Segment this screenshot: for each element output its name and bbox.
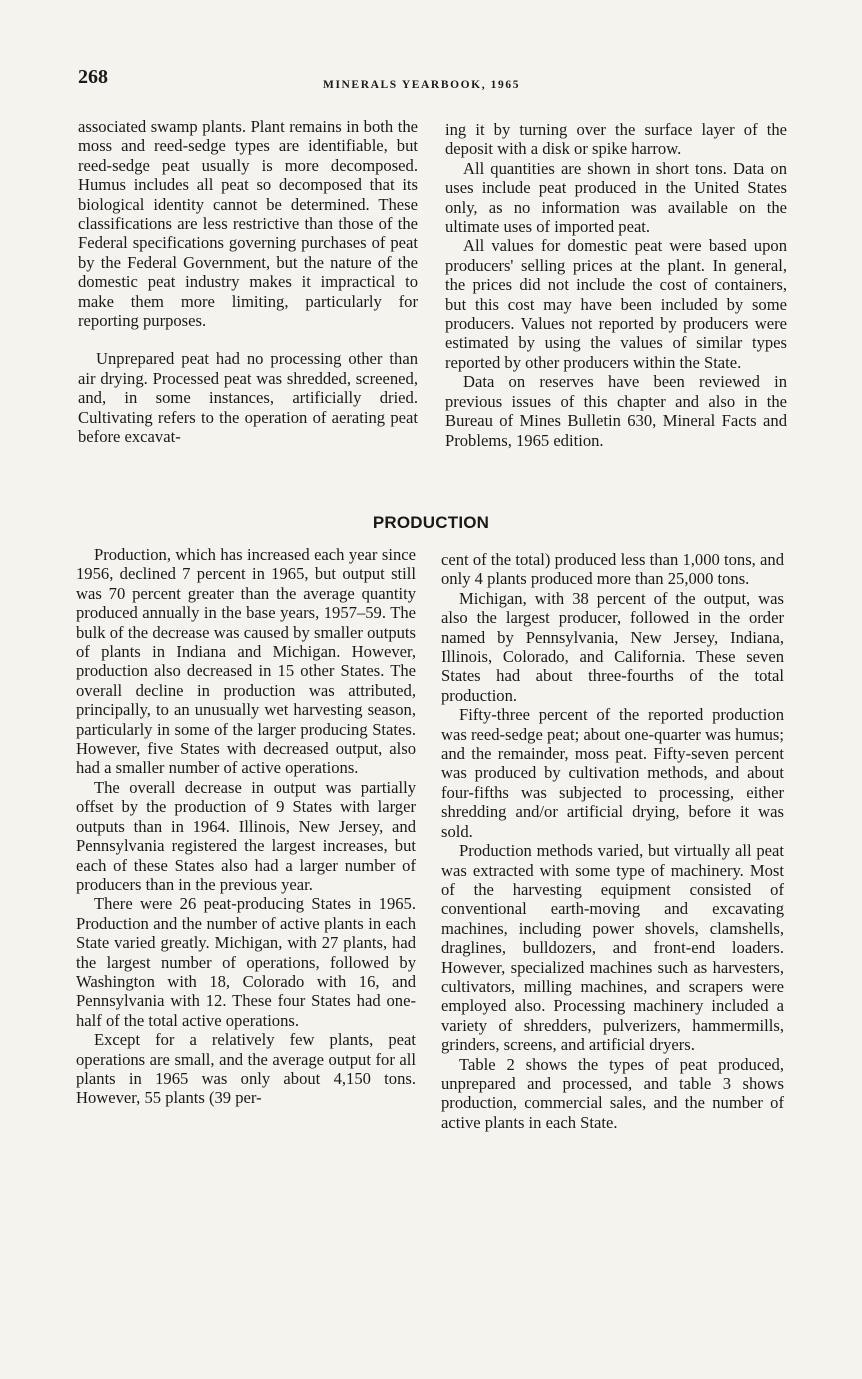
paragraph: Table 2 shows the types of peat produced, unprepared and processed, and table 3 shows production, commercial sales, and the number of active plants in each State. xyxy=(441,1054,784,1132)
paragraph: Unprepared peat had no processing other than air drying. Processed peat was shredded, screened, and, in some instances, artificially dried. Cultivating refers to the operation of aerating peat before excavat- xyxy=(78,349,418,447)
intro-left-column xyxy=(78,117,418,447)
paragraph: Michigan, with 38 percent of the output, was also the largest producer, followed in the order named by Pennsylvania, New Jersey, Indiana, Illinois, Colorado, and California. These seven States had about three-fourths of the total production. xyxy=(441,588,784,705)
page-number: 268 xyxy=(78,66,108,88)
running-head: MINERALS YEARBOOK, 1965 xyxy=(323,79,521,91)
paragraph: There were 26 peat-producing States in 1965. Production and the number of active plants in each State varied greatly. Michigan, with 27 plants, had the largest number of operations, followed by Washington with 18, Colorado with 16, and Pennsylvania with 12. These four States had one-half of the total active operations. xyxy=(76,894,416,1030)
paragraph: ing it by turning over the surface layer of the deposit with a disk or spike harrow. xyxy=(445,120,787,159)
intro-right-column xyxy=(445,120,787,450)
paragraph: Production methods varied, but virtually all peat was extracted with some type of machinery. Most of the harvesting equipment consisted of conventional earth-moving and excavating machines, including power shovels, clamshells, draglines, bulldozers, and front-end loaders. However, specialized machines such as harvesters, cultivators, milling machines, and scrapers were employed also. Processing machinery included a variety of shredders, pulverizers, hammermills, grinders, screens, and artificial dryers. xyxy=(441,841,784,1055)
paragraph: All quantities are shown in short tons. Data on uses include peat produced in the United States only, as no information was available on the ultimate uses of imported peat. xyxy=(445,158,787,237)
production-left-column xyxy=(76,545,416,1108)
paragraph: associated swamp plants. Plant remains in both the moss and reed-sedge types are identifiable, but reed-sedge peat usually is more decomposed. Humus includes all peat so decomposed that its biological identity cannot be determined. These classifications are less restrictive than those of the Federal specifications governing purchases of peat by the Federal Government, but the nature of the domestic peat industry makes it impractical to make them more limiting, particularly for reporting purposes. xyxy=(78,117,418,331)
paragraph: Production, which has increased each year since 1956, declined 7 percent in 1965, but output still was 70 percent greater than the average quantity produced annually in the base years, 1957–59. The bulk of the decrease was caused by smaller outputs of plants in Indiana and Michigan. However, production also decreased in 15 other States. The overall decline in production was attributed, principally, to an unusually wet harvesting season, particularly in some of the larger producing States. However, five States with decreased output, also had a smaller number of active operations. xyxy=(76,545,416,778)
section-heading-production: PRODUCTION xyxy=(372,513,490,532)
paragraph: The overall decrease in output was partially offset by the production of 9 States with larger outputs than in 1964. Illinois, New Jersey, and Pennsylvania registered the largest increases, but each of these States also had a larger number of producers than in the previous year. xyxy=(76,777,416,894)
paragraph: Except for a relatively few plants, peat operations are small, and the average output for all plants in 1965 was only about 4,150 tons. However, 55 plants (39 per- xyxy=(76,1030,416,1108)
paragraph: Fifty-three percent of the reported production was reed-sedge peat; about one-quarter was humus; and the remainder, moss peat. Fifty-seven percent was produced by cultivation methods, and about four-fifths was subjected to processing, either shredding and/or artificial drying, before it was sold. xyxy=(441,705,784,841)
paragraph: All values for domestic peat were based upon producers' selling prices at the plant. In general, the prices did not include the cost of containers, but this cost may have been included by some producers. Values not reported by producers were estimated by using the values of similar types reported by other producers within the State. xyxy=(445,236,787,372)
production-right-column xyxy=(441,550,784,1132)
paragraph: cent of the total) produced less than 1,000 tons, and only 4 plants produced more than 25,000 tons. xyxy=(441,550,784,589)
paragraph: Data on reserves have been reviewed in previous issues of this chapter and also in the Bureau of Mines Bulletin 630, Mineral Facts and Problems, 1965 edition. xyxy=(445,372,787,450)
